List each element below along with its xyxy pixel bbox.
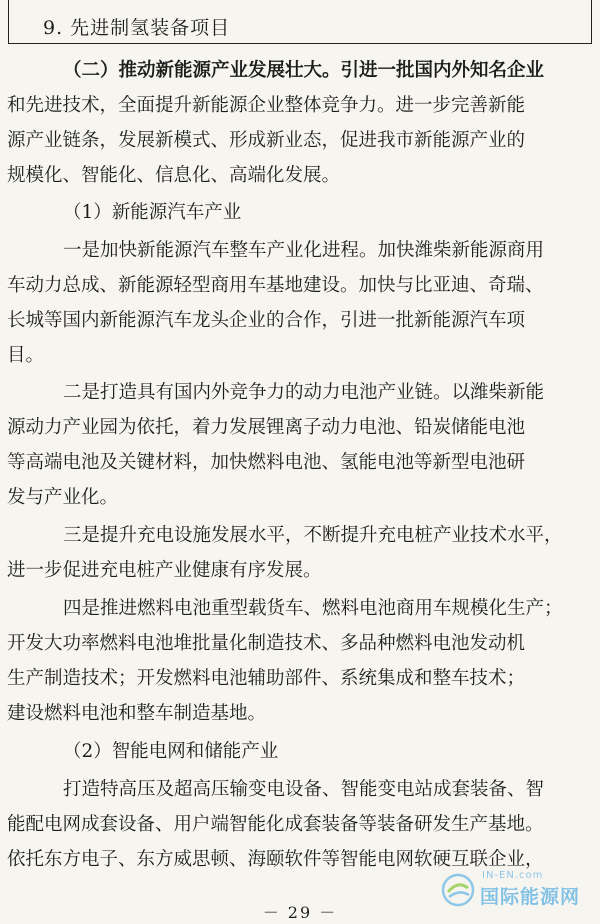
paragraph-line: 和先进技术，全面提升新能源企业整体竞争力。进一步完善新能 — [7, 95, 526, 116]
paragraph-line: 车动力总成、新能源轻型商用车基地建设。加快与比亚迪、奇瑞、 — [7, 275, 544, 296]
section-heading: 9. 先进制氢装备项目 — [43, 17, 231, 39]
paragraph-line: 能配电网成套设备、用户端智能化成套装备等装备研发生产基地。 — [7, 814, 544, 835]
paragraph-line: 建设燃料电池和整车制造基地。 — [7, 703, 267, 724]
table-cell-header — [8, 0, 592, 44]
subsection-heading: （2）智能电网和储能产业 — [63, 741, 279, 762]
watermark — [440, 870, 590, 910]
paragraph-line: 开发大功率燃料电池堆批量化制造技术、多品种燃料电池发动机 — [7, 633, 526, 654]
watermark-site: IN-EN.com — [482, 870, 544, 881]
watermark-brand: 国际能源网 — [480, 886, 581, 908]
page-number: － 29 － — [262, 903, 338, 922]
paragraph-line: 发与产业化。 — [7, 487, 119, 508]
paragraph-line: 三是提升充电设施发展水平，不断提升充电桩产业技术水平， — [63, 525, 563, 546]
paragraph-line: 进一步促进充电桩产业健康有序发展。 — [7, 560, 322, 581]
paragraph-line: 目。 — [7, 345, 45, 366]
paragraph-line: 打造特高压及超高压输变电设备、智能变电站成套装备、智 — [63, 779, 545, 800]
globe-logo-icon — [440, 872, 476, 908]
paragraph-line: 生产制造技术；开发燃料电池辅助部件、系统集成和整车技术； — [7, 668, 526, 689]
paragraph-line: 源动力产业园为依托，着力发展锂离子动力电池、铅炭储能电池 — [7, 417, 526, 438]
paragraph-heading-line: （二）推动新能源产业发展壮大。引进一批国内外知名企业 — [63, 60, 545, 81]
paragraph-line: 一是加快新能源汽车整车产业化进程。加快潍柴新能源商用 — [63, 240, 545, 261]
paragraph-line: 长城等国内新能源汽车龙头企业的合作，引进一批新能源汽车项 — [7, 310, 526, 331]
paragraph-line: 依托东方电子、东方威思顿、海颐软件等智能电网软硬互联企业， — [7, 849, 544, 870]
paragraph-line: 二是打造具有国内外竞争力的动力电池产业链。以潍柴新能 — [63, 382, 545, 403]
paragraph-line: 规模化、智能化、信息化、高端化发展。 — [7, 165, 341, 186]
paragraph-line: 源产业链条，发展新模式、形成新业态，促进我市新能源产业的 — [7, 130, 526, 151]
paragraph-line: 等高端电池及关键材料，加快燃料电池、氢能电池等新型电池研 — [7, 452, 526, 473]
subsection-heading: （1）新能源汽车产业 — [63, 202, 242, 223]
paragraph-line: 四是推进燃料电池重型载货车、燃料电池商用车规模化生产； — [63, 598, 563, 619]
